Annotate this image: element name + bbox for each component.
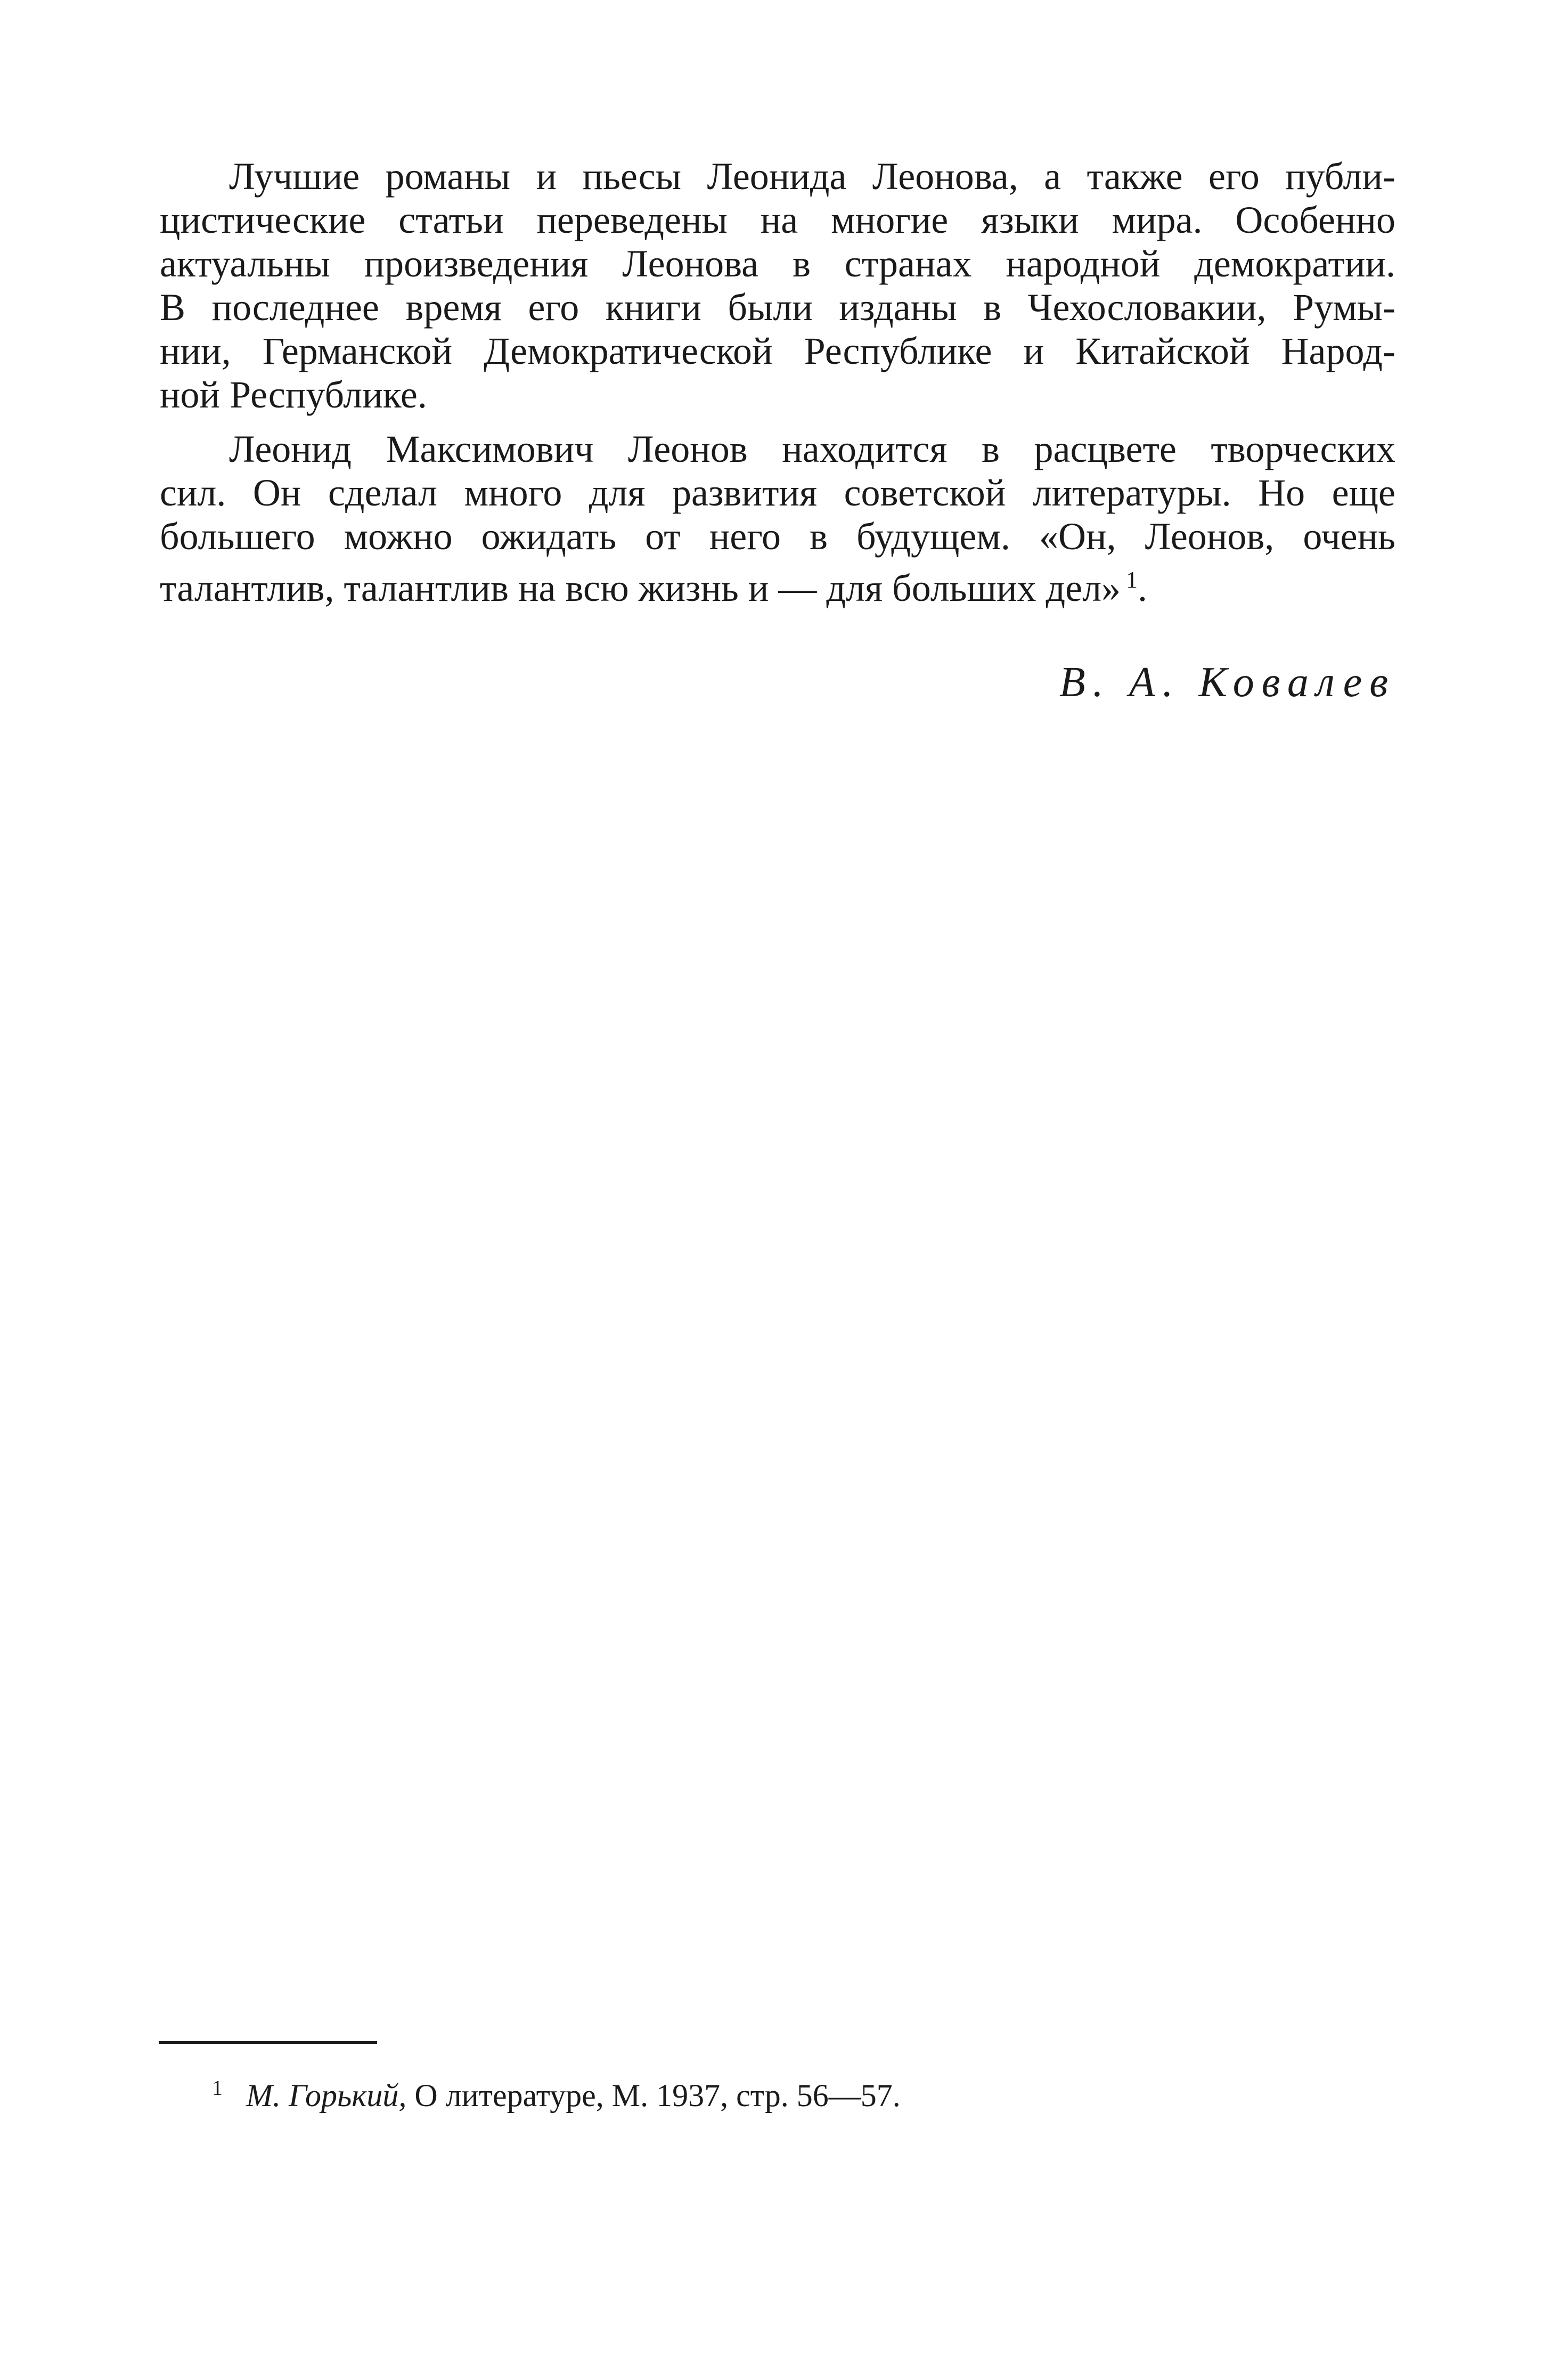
footnote (212, 2067, 901, 2117)
footnote-text: О литературе, М. 1937, стр. 56—57. (414, 2078, 901, 2113)
paragraph-2-line-3: большего можно ожидать от него в будущем. «Он, Леонов, очень (160, 515, 1395, 558)
paragraph-1-line-2: цистические статьи переведены на многие языки мира. Особенно (160, 199, 1395, 241)
paragraph-1-line-1: Лучшие романы и пьесы Леонида Леонова, а также его публи- (229, 155, 1395, 198)
paragraph-2-line-1: Леонид Максимович Леонов находится в расцвете творческих (229, 428, 1395, 470)
footnote-divider (159, 2041, 377, 2044)
paragraph-2-end-punctuation: . (1138, 567, 1148, 609)
paragraph-1-line-4: В последнее время его книги были изданы в Чехословакии, Румы- (160, 286, 1395, 329)
footnote-number: 1 (212, 2076, 223, 2100)
paragraph-1-line-3: актуальны произведения Леонова в странах народной демократии. (160, 242, 1395, 285)
footnote-author: М. Горький, (246, 2078, 407, 2113)
paragraph-2-line-2: сил. Он сделал много для развития советской литературы. Но еще (160, 471, 1395, 514)
paragraph-2-line-4 (160, 556, 1395, 612)
footnote-reference[interactable]: 1 (1126, 567, 1138, 593)
paragraph-2-line-4-text: талантлив, талантлив на всю жизнь и — для больших дел» (160, 567, 1121, 609)
paragraph-1-line-6: ной Республике. (160, 373, 427, 416)
author-signature: В. А. Ковалев (1059, 659, 1395, 706)
paragraph-1-line-5: нии, Германской Демократической Республике и Китайской Народ- (160, 330, 1395, 372)
